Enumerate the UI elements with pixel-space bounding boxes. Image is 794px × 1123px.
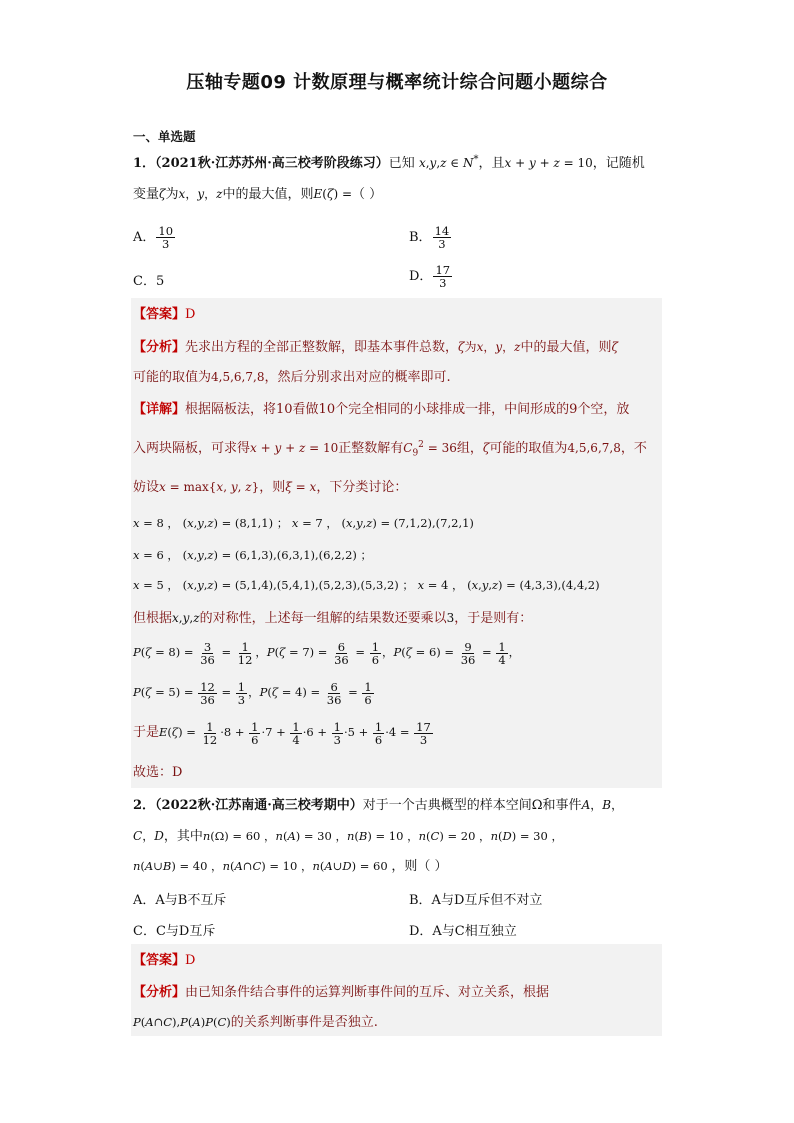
q1-option-c[interactable]: C．5 [133,274,165,289]
q1-prob-line2: P(ζ = 5) = $\frac{12}{36}$ = $\frac{1}{3}$ ，P(ζ = 4) = $\frac{6}{36}$ = $\frac{1}{6}$ [133,679,372,707]
section-heading: 一、单选题 [133,129,196,144]
q1-option-d[interactable]: D． $\frac{17}{3}$ [409,263,451,290]
q2-stem-line3: n(A∪B) = 40 ，n(A∩C) = 10 ，n(A∪D) = 60 ，则（ ） [133,859,448,874]
q1-case-5-4: x = 5 ， (x,y,z) = (5,1,4),(5,4,1),(5,2,3),(5,3,2) ； x = 4 ， (x,y,z) = (4,3,3),(4,4,2) [133,578,600,592]
q1-source: （2021秋·江苏苏州·高三校考阶段练习） [155,156,389,171]
q1-case-8-7: x = 8 ， (x,y,z) = (8,1,1) ； x = 7 ， (x,y,z) = (7,1,2),(7,2,1) [133,516,474,530]
q2-option-d[interactable]: D．A与C相互独立 [409,924,517,939]
q1-stem-line1: 1．（2021秋·江苏苏州·高三校考阶段练习）已知 x,y,z ∈ N*，且x + y + z = 10，记随机 [133,154,645,171]
q2-answer: 【答案】D [133,953,196,968]
q1-case-6: x = 6 ， (x,y,z) = (6,1,3),(6,3,1),(6,2,2) ； [133,548,373,562]
q1-option-a[interactable]: A． $\frac{10}{3}$ [133,224,174,251]
q1-detail-line1: 【详解】根据隔板法，将10看做10个完全相同的小球排成一排，中间形成的9个空，放 [133,402,630,417]
q1-answer: 【答案】D [133,307,196,322]
q2-analysis-line2: P(A∩C),P(A)P(C)的关系判断事件是否独立. [133,1015,378,1030]
q1-symmetry-note: 但根据x,y,z的对称性，上述每一组解的结果数还要乘以3，于是则有： [133,611,533,626]
q2-source: （2022秋·江苏南通·高三校考期中） [155,798,363,813]
q2-stem-line1: 2．（2022秋·江苏南通·高三校考期中）对于一个古典概型的样本空间Ω和事件A，B， [133,798,624,813]
page-title: 压轴专题09 计数原理与概率统计综合问题小题综合 [186,72,608,93]
q2-option-a[interactable]: A．A与B不互斥 [133,893,227,908]
q2-analysis-line1: 【分析】由已知条件结合事件的运算判断事件间的互斥、对立关系，根据 [133,985,550,1000]
q1-option-b[interactable]: B． $\frac{14}{3}$ [409,224,450,251]
q2-stem-line2: C，D，其中n(Ω) = 60 ，n(A) = 30 ，n(B) = 10 ，n(C) = 20 ，n(D) = 30 ， [133,829,563,844]
q1-number: 1． [133,156,156,171]
q1-final-choice: 故选：D [133,765,183,780]
q1-prob-line1: P(ζ = 8) = $\frac{3}{36}$ = $\frac{1}{12}$ ，P(ζ = 7) = $\frac{6}{36}$ = $\frac{1}{6}$ ，P(ζ = 6) = $\frac{9}{36}$ = $\frac{1}{4}$ ， [133,639,521,667]
q1-expectation: 于是E(ζ) = $\frac{1}{12}$ ·8 + $\frac{1}{6}$ ·7 + $\frac{1}{4}$ ·6 + $\frac{1}{3}$ ·5 + $\frac{1}{6}$ ·4 = $\frac{17}{3}$ [133,719,431,747]
q1-analysis-line1: 【分析】先求出方程的全部正整数解，即基本事件总数，ζ为x，y，z中的最大值，则ζ [133,340,619,355]
q1-detail-line3: 妨设x = max{x, y, z}，则ξ = x，下分类讨论： [133,480,408,495]
q2-option-b[interactable]: B．A与D互斥但不对立 [409,893,543,908]
q1-stem-line2: 变量ζ为x，y，z中的最大值，则E(ζ) =（ ） [133,187,383,202]
q1-analysis-line2: 可能的取值为4,5,6,7,8，然后分别求出对应的概率即可. [133,370,451,385]
math-set: x,y,z ∈ N* [418,154,479,170]
q2-number: 2． [133,798,156,813]
q2-option-c[interactable]: C．C与D互斥 [133,924,216,939]
q1-detail-line2: 入两块隔板，可求得x + y + z = 10正整数解有$C_9^2 = 36$组，ζ可能的取值为4,5,6,7,8，不 [133,440,647,459]
